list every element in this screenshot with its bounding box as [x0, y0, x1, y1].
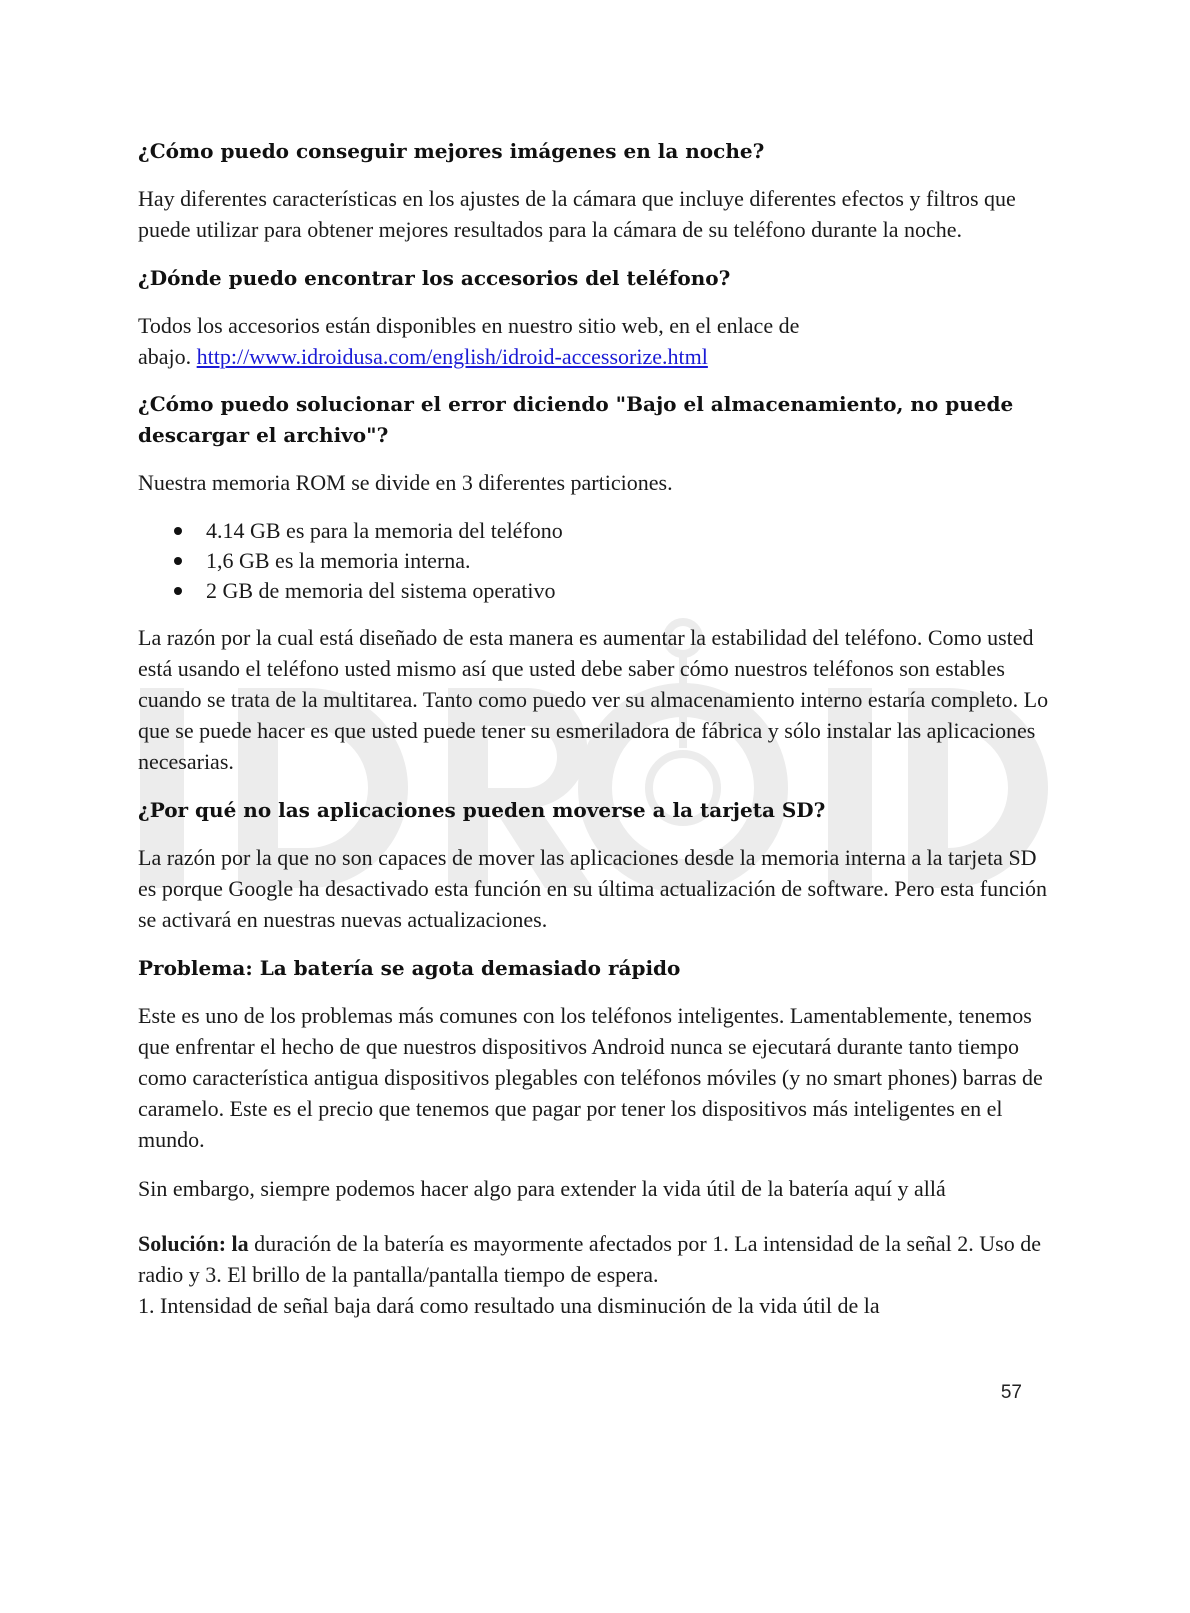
answer-sd-card: La razón por la que no son capaces de mover las aplicaciones desde la memoria interna a la tarjeta SD es porque Google ha desactivado esta función en su última actualización de software. Pero esta función se activará en nuestras nuevas actualizaciones.: [138, 845, 1048, 932]
problem-battery-body2: Sin embargo, siempre podemos hacer algo para extender la vida útil de la batería aquí y allá: [138, 1176, 946, 1201]
bullet-icon: [174, 587, 182, 595]
list-item: [138, 576, 1058, 606]
question-heading-accessories: ¿Dónde puedo encontrar los accesorios del teléfono?: [138, 266, 731, 290]
page-number: 57: [1000, 1382, 1022, 1403]
question-heading-low-storage: ¿Cómo puedo solucionar el error diciendo "Bajo el almacenamiento, no puede descargar el archivo"?: [138, 392, 1014, 447]
solution-line2: 1. Intensidad de señal baja dará como resultado una disminución de la vida útil de la: [138, 1293, 880, 1318]
solution-label: Solución: la: [138, 1231, 249, 1256]
solution-battery: [138, 1228, 1058, 1321]
bullet-icon: [174, 557, 182, 565]
document-content: [138, 136, 1058, 1321]
answer-accessories-line1: Todos los accesorios están disponibles en nuestro sitio web, en el enlace de: [138, 313, 800, 338]
bullet-icon: [174, 527, 182, 535]
question-heading-night-photos: ¿Cómo puedo conseguir mejores imágenes en la noche?: [138, 139, 765, 163]
answer-low-storage-body: La razón por la cual está diseñado de esta manera es aumentar la estabilidad del teléfono. Como usted está usando el teléfono usted mismo así que usted debe saber cómo nuestros teléfonos son estables cuando se trata de la multitarea. Tanto como puedo ver su almacenamiento interno estaría completo. Lo que se puede hacer es que usted puede tener su esmeriladora de fábrica y sólo instalar las aplicaciones necesarias.: [138, 625, 1049, 774]
problem-battery-body: Este es uno de los problemas más comunes con los teléfonos inteligentes. Lamentablemente, tenemos que enfrentar el hecho de que nuestros dispositivos Android nunca se ejecutará durante tanto tiempo como característica antigua dispositivos plegables con teléfonos móviles (y no smart phones) barras de caramelo. Este es el precio que tenemos que pagar por tener los dispositivos más inteligentes en el mundo.: [138, 1003, 1043, 1152]
list-item: [138, 546, 1058, 576]
list-item-text: 1,6 GB es la memoria interna.: [206, 548, 471, 573]
answer-low-storage-intro: Nuestra memoria ROM se divide en 3 diferentes particiones.: [138, 470, 673, 495]
list-item-text: 2 GB de memoria del sistema operativo: [206, 578, 556, 603]
problem-heading-battery: Problema: La batería se agota demasiado rápido: [138, 956, 681, 980]
answer-night-photos: Hay diferentes características en los ajustes de la cámara que incluye diferentes efectos y filtros que puede utilizar para obtener mejores resultados para la cámara de su teléfono durante la noche.: [138, 186, 1016, 242]
rom-partitions-list: [138, 516, 1058, 606]
list-item: [138, 516, 1058, 546]
answer-accessories-prefix: abajo.: [138, 344, 197, 369]
list-item-text: 4.14 GB es para la memoria del teléfono: [206, 518, 563, 543]
answer-accessories: [138, 310, 1058, 372]
accessories-link[interactable]: http://www.idroidusa.com/english/idroid-accessorize.html: [196, 344, 708, 369]
solution-text: duración de la batería es mayormente afectados por 1. La intensidad de la señal 2. Uso de radio y 3. El brillo de la pantalla/pantalla tiempo de espera.: [138, 1231, 1041, 1287]
question-heading-sd-card: ¿Por qué no las aplicaciones pueden moverse a la tarjeta SD?: [138, 798, 826, 822]
